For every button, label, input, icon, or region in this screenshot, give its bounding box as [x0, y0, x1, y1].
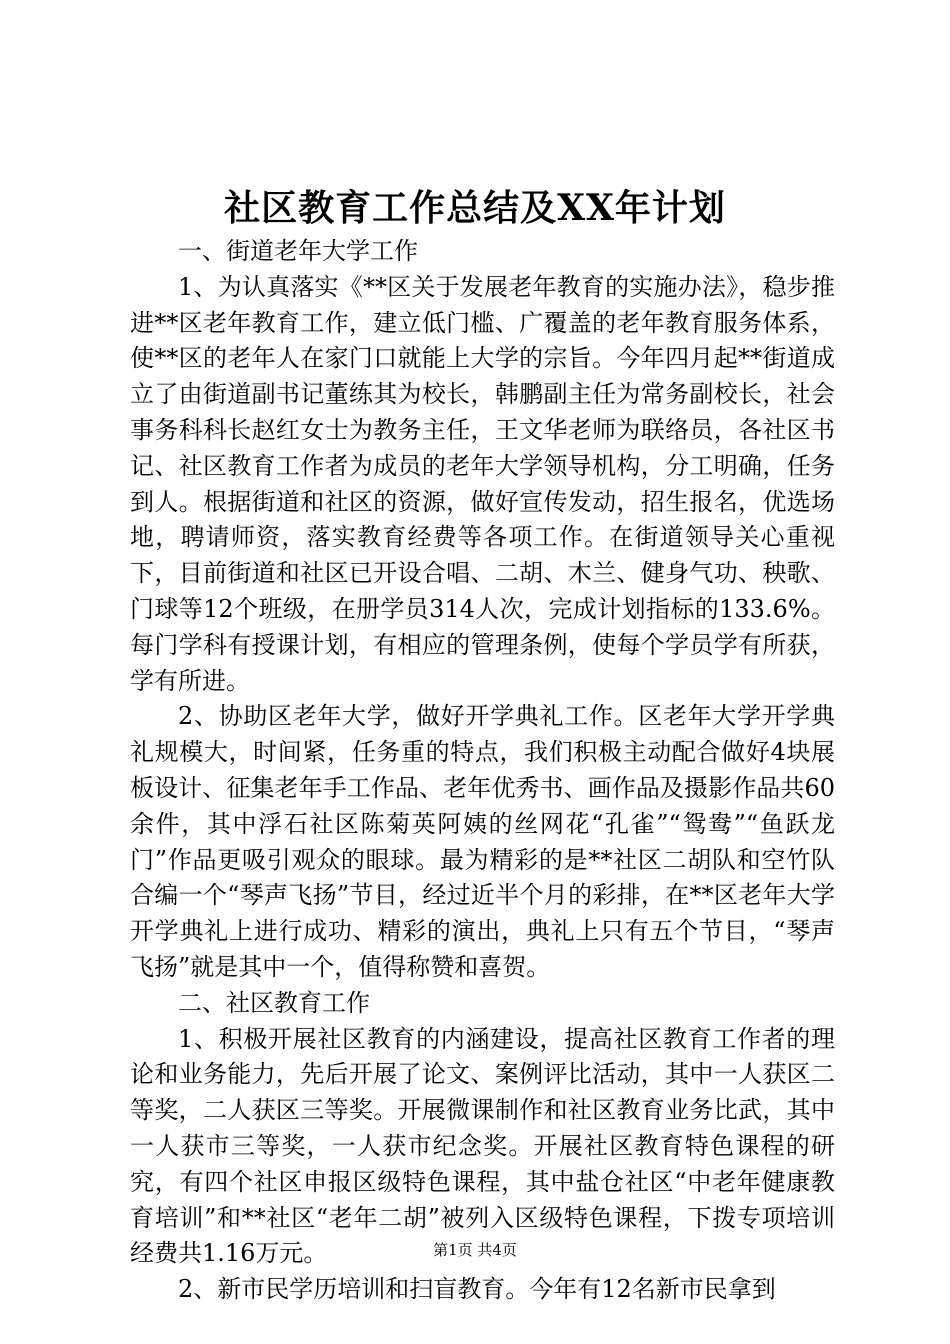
- paragraph-3: 1、积极开展社区教育的内涵建设，提高社区教育工作者的理论和业务能力，先后开展了论文、案例评比活动，其中一人获区二等奖，二人获区三等奖。开展微课制作和社区教育业务比武，其中一人获市三等奖，一人获市纪念奖。开展社区教育特色课程的研究，有四个社区申报区级特色课程，其中盐仓社区“中老年健康教育培训”和**社区“老年二胡”被列入区级特色课程，下拨专项培训经费共1.16万元。: [130, 1024, 835, 1268]
- paragraph-2: 2、协助区老年大学，做好开学典礼工作。区老年大学开学典礼规模大，时间紧，任务重的特点，我们积极主动配合做好4块展板设计、征集老年手工作品、老年优秀书、画作品及摄影作品共60余件，其中浮石社区陈菊英阿姨的丝网花“孔雀”“鸳鸯”“鱼跃龙门”作品更吸引观众的眼球。最为精彩的是**社区二胡队和空竹队合编一个“琴声飞扬”节目，经过近半个月的彩排，在**区老年大学开学典礼上进行成功、精彩的演出，典礼上只有五个节目，“琴声飞扬”就是其中一个，值得称赞和喜贺。: [130, 702, 835, 981]
- section-heading-2: 二、社区教育工作: [178, 988, 370, 1017]
- document-title: 社区教育工作总结及XX年计划: [224, 187, 726, 229]
- section-heading-1: 一、街道老年大学工作: [178, 237, 418, 265]
- document-body: [130, 234, 835, 1308]
- paragraph-1: 1、为认真落实《**区关于发展老年教育的实施办法》，稳步推进**区老年教育工作，建立低门槛、广覆盖的老年教育服务体系，使**区的老年人在家门口就能上大学的宗旨。今年四月起**街道成立了由街道副书记董练其为校长，韩鹏副主任为常务副校长，社会事务科科长赵红女士为教务主任，王文华老师为联络员，各社区书记、社区教育工作者为成员的老年大学领导机构，分工明确，任务到人。根据街道和社区的资源，做好宣传发动，招生报名，优选场地，聘请师资，落实教育经费等各项工作。在街道领导关心重视下，目前街道和社区已开设合唱、二胡、木兰、健身气功、秧歌、门球等12个班级，在册学员314人次，完成计划指标的133.6%。每门学科有授课计划，有相应的管理条例，使每个学员学有所获，学有所进。: [130, 272, 835, 695]
- paragraph-4: 2、新市民学历培训和扫盲教育。今年有12名新市民拿到: [178, 1275, 776, 1304]
- page-footer: 第1页 共4页: [433, 1241, 517, 1259]
